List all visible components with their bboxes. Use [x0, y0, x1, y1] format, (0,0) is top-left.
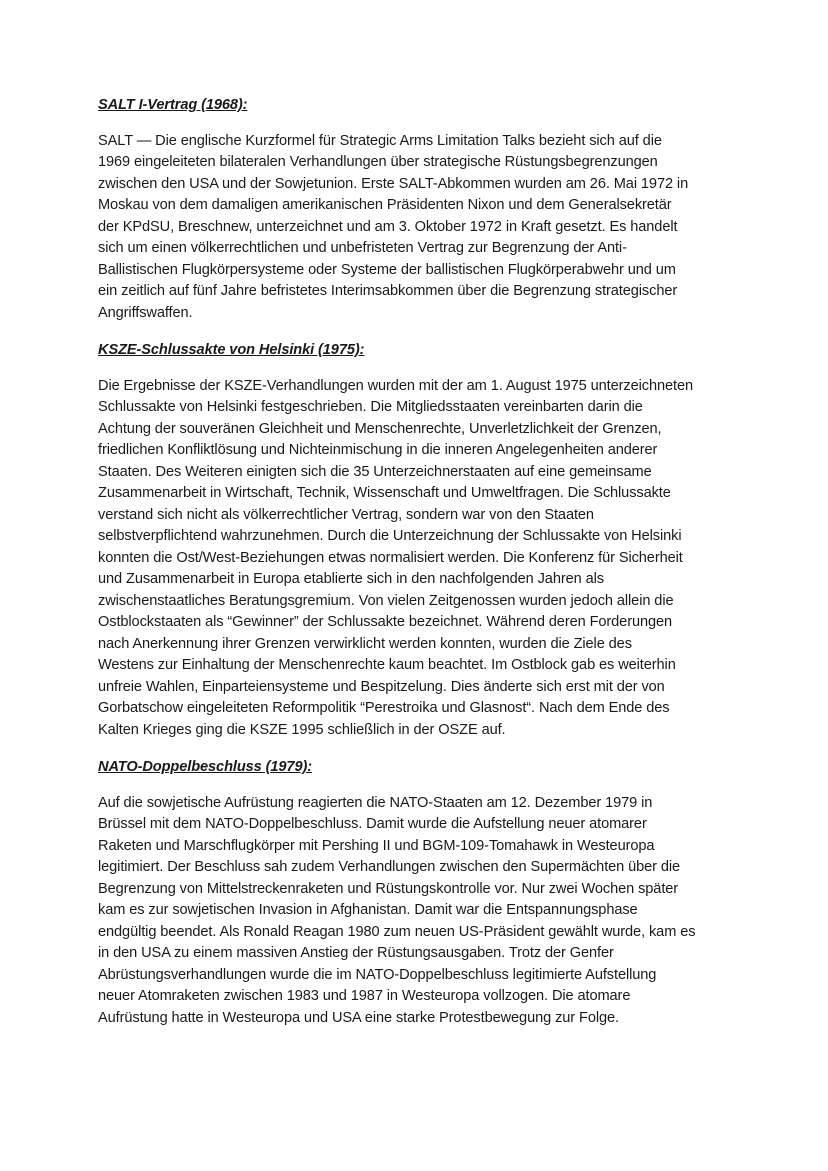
text-line: und Zusammenarbeit in Europa etablierte sich in den nachfolgenden Jahren als	[98, 571, 604, 587]
section-salt	[98, 95, 730, 324]
text-line: ein zeitlich auf fünf Jahre befristetes Interimsabkommen über die Begrenzung strategischer	[98, 283, 678, 299]
text-line: Gorbatschow eingeleiteten Reformpolitik “Perestroika und Glasnost“. Nach dem Ende des	[98, 700, 670, 716]
text-line: verstand sich nicht als völkerrechtlicher Vertrag, sondern war von den Staaten	[98, 506, 594, 523]
text-line: Westens zur Einhaltung der Menschenrechte kaum beachtet. Im Ostblock gab es weiterhin	[98, 657, 676, 673]
text-line: SALT — Die englische Kurzformel für Strategic Arms Limitation Talks bezieht sich auf die	[98, 132, 662, 149]
text-line: neuer Atomraketen zwischen 1983 und 1987 in Westeuropa vollzogen. Die atomare	[98, 988, 631, 1004]
text-line: Moskau von dem damaligen amerikanischen Präsidenten Nixon und dem Generalsekretär	[98, 197, 672, 213]
section-heading: SALT I-Vertrag (1968):	[98, 97, 248, 113]
text-line: Auf die sowjetische Aufrüstung reagierten die NATO-Staaten am 12. Dezember 1979 in	[98, 794, 653, 811]
text-line: Schlussakte von Helsinki festgeschrieben. Die Mitgliedsstaaten vereinbarten darin die	[98, 399, 643, 415]
text-line: Aufrüstung hatte in Westeuropa und USA eine starke Protestbewegung zur Folge.	[98, 1009, 619, 1026]
text-line: zwischen den USA und der Sowjetunion. Erste SALT-Abkommen wurden am 26. Mai 1972 in	[98, 175, 689, 192]
text-line: konnten die Ost/West-Beziehungen etwas normalisiert werden. Die Konferenz für Sicherheit	[98, 549, 683, 566]
text-line: legitimiert. Der Beschluss sah zudem Verhandlungen zwischen den Supermächten über die	[98, 859, 681, 875]
section-heading: KSZE-Schlussakte von Helsinki (1975):	[98, 342, 365, 358]
text-line: der KPdSU, Breschnew, unterzeichnet und am 3. Oktober 1972 in Kraft gesetzt. Es handelt	[98, 218, 678, 235]
text-line: selbstverpflichtend wahrzunehmen. Durch die Unterzeichnung der Schlussakte von Helsinki	[98, 528, 682, 544]
text-line: friedlichen Konfliktlösung und Nichteinmischung in die inneren Angelegenheiten anderer	[98, 442, 658, 458]
text-line: Brüssel mit dem NATO-Doppelbeschluss. Damit wurde die Aufstellung neuer atomarer	[98, 816, 647, 832]
text-line: Ballistischen Flugkörpersysteme oder Systeme der ballistischen Flugkörperabwehr und um	[98, 261, 676, 278]
text-line: Staaten. Des Weiteren einigten sich die 35 Unterzeichnerstaaten auf eine gemeinsame	[98, 463, 652, 480]
section-paragraph	[98, 131, 730, 325]
text-line: Abrüstungsverhandlungen wurde die im NATO-Doppelbeschluss legitimierte Aufstellung	[98, 966, 657, 983]
text-line: nach Anerkennung ihrer Grenzen verwirklicht werden konnten, wurden die Ziele des	[98, 635, 632, 652]
text-line: zwischenstaatliches Beratungsgremium. Von vielen Zeitgenossen wurden jedoch allein die	[98, 592, 674, 609]
text-line: 1969 eingeleiteten bilateralen Verhandlungen über strategische Rüstungsbegrenzungen	[98, 154, 658, 170]
text-line: unfreie Wahlen, Einparteiensysteme und Bespitzelung. Dies änderte sich erst mit der von	[98, 678, 665, 695]
text-line: endgültig beendet. Als Ronald Reagan 1980 zum neuen US-Präsident gewählt wurde, kam es	[98, 923, 696, 940]
document-content	[98, 95, 730, 1045]
text-line: Zusammenarbeit in Wirtschaft, Technik, Wissenschaft und Umweltfragen. Die Schlussakte	[98, 485, 671, 501]
text-line: Raketen und Marschflugkörper mit Pershing II und BGM-109-Tomahawk in Westeuropa	[98, 837, 655, 854]
section-nato	[98, 757, 730, 1029]
section-paragraph	[98, 376, 730, 742]
section-paragraph	[98, 793, 730, 1030]
text-line: in den USA zu einem massiven Anstieg der Rüstungsausgaben. Trotz der Genfer	[98, 945, 614, 961]
text-line: Kalten Krieges ging die KSZE 1995 schließlich in der OSZE auf.	[98, 721, 506, 738]
section-ksze	[98, 340, 730, 741]
text-line: Achtung der souveränen Gleichheit und Menschenrechte, Unverletzlichkeit der Grenzen,	[98, 420, 662, 437]
text-line: Begrenzung von Mittelstreckenraketen und Rüstungskontrolle vor. Nur zwei Wochen später	[98, 880, 679, 897]
text-line: sich um einen völkerrechtlichen und unbefristeten Vertrag zur Begrenzung der Anti-	[98, 240, 627, 256]
section-heading: NATO-Doppelbeschluss (1979):	[98, 759, 312, 775]
text-line: Ostblockstaaten als “Gewinner” der Schlussakte bezeichnet. Während deren Forderungen	[98, 614, 673, 630]
text-line: Angriffswaffen.	[98, 304, 193, 321]
text-line: kam es zur sowjetischen Invasion in Afghanistan. Damit war die Entspannungsphase	[98, 902, 638, 918]
text-line: Die Ergebnisse der KSZE-Verhandlungen wurden mit der am 1. August 1975 unterzeichneten	[98, 377, 693, 394]
